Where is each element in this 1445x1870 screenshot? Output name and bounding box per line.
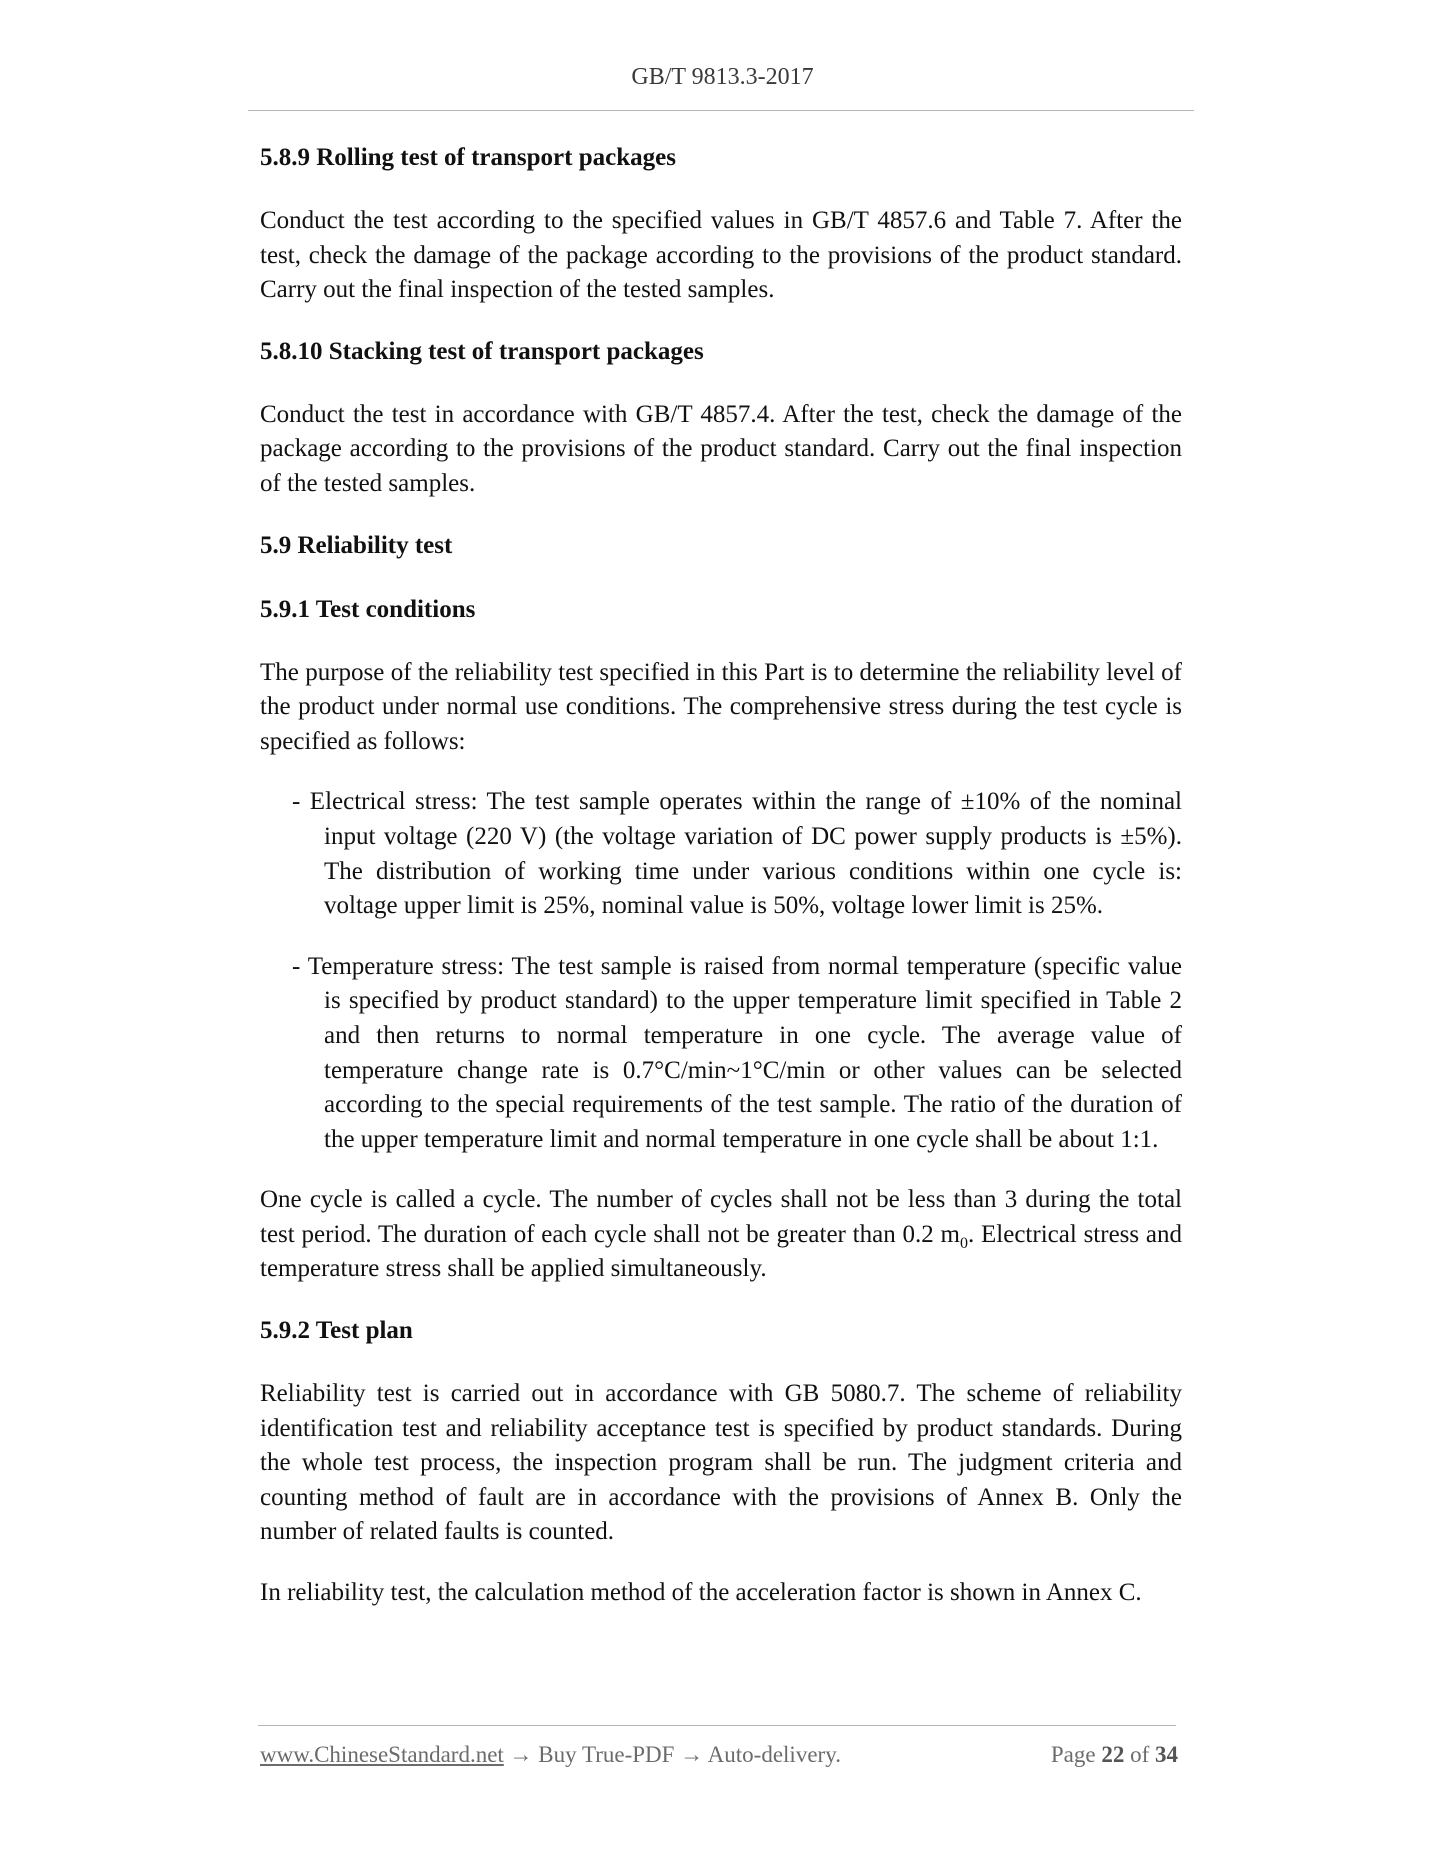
- page-number: [1051, 1742, 1178, 1768]
- section-heading-5-8-9: 5.8.9 Rolling test of transport packages: [260, 144, 676, 171]
- arrow-right-icon: →: [509, 1742, 533, 1767]
- footer-divider: [258, 1725, 1176, 1726]
- section-paragraph-5-8-10: Conduct the test in accordance with GB/T 4857.4. After the test, check the damage of the package according to the provisions of the product standard. Carry out the final inspection of the tested samples.: [260, 400, 1182, 497]
- cycle-text-b: . Electrical stress and temperature stress shall be applied simultaneously.: [260, 1220, 1182, 1283]
- cycle-subscript: 0: [959, 1234, 968, 1252]
- arrow-right-icon: →: [680, 1742, 704, 1767]
- list-item-temperature-stress: - Temperature stress: The test sample is raised from normal temperature (specific value is specified by product standard) to the upper temperature limit specified in Table 2 and then returns to normal temperature in one cycle. The average value of temperature change rate is 0.7°C/min~1°C/min or other values can be selected according to the special requirements of the test sample. The ratio of the duration of the upper temperature limit and normal temperature in one cycle shall be about 1:1.: [292, 952, 1182, 1153]
- header-divider: [248, 110, 1194, 111]
- page-body: [260, 140, 1182, 1637]
- footer-delivery-text: Auto-delivery.: [707, 1742, 841, 1767]
- section-paragraph-5-8-9: Conduct the test according to the specified values in GB/T 4857.6 and Table 7. After the test, check the damage of the package according to the provisions of the product standard. Carry out the final inspection of the tested samples.: [260, 207, 1182, 304]
- footer-promo: [260, 1742, 841, 1768]
- current-page: 22: [1101, 1742, 1125, 1767]
- of-label: of: [1130, 1742, 1150, 1767]
- section-paragraph-5-9-1-intro: The purpose of the reliability test specified in this Part is to determine the reliability level of the product under normal use conditions. The comprehensive stress during the test cycle is specified as follows:: [260, 658, 1182, 755]
- running-header: GB/T 9813.3-2017: [631, 64, 814, 90]
- page-footer: [260, 1742, 1178, 1774]
- cycle-text-a: One cycle is called a cycle. The number of cycles shall not be less than 3 during the total test period. The duration of each cycle shall not be greater than 0.2 m: [260, 1186, 1182, 1248]
- list-item-electrical-stress: - Electrical stress: The test sample operates within the range of ±10% of the nominal input voltage (220 V) (the voltage variation of DC power supply products is ±5%). The distribution of working time under various conditions within one cycle is: voltage upper limit is 25%, nominal value is 50%, voltage lower limit is 25%.: [292, 788, 1182, 920]
- section-heading-5-9-1: 5.9.1 Test conditions: [260, 595, 476, 623]
- section-paragraph-5-9-2-plan: Reliability test is carried out in accordance with GB 5080.7. The scheme of reliability identification test and reliability acceptance test is specified by product standards. During the whole test process, the inspection program shall be run. The judgment criteria and counting method of fault are in accordance with the provisions of Annex B. Only the number of related faults is counted.: [260, 1380, 1182, 1546]
- section-heading-5-9: 5.9 Reliability test: [260, 531, 453, 559]
- section-paragraph-5-9-1-cycle: [260, 1183, 1182, 1287]
- section-heading-5-9-2: 5.9.2 Test plan: [260, 1317, 413, 1345]
- total-pages: 34: [1155, 1742, 1178, 1767]
- page-label: Page: [1050, 1742, 1096, 1767]
- chinesestandard-link[interactable]: www.ChineseStandard.net: [260, 1742, 504, 1767]
- section-heading-5-8-10: 5.8.10 Stacking test of transport packages: [260, 337, 704, 365]
- section-paragraph-5-9-2-acceleration: In reliability test, the calculation method of the acceleration factor is shown in Annex C.: [260, 1579, 1142, 1607]
- footer-buy-text: Buy True-PDF: [538, 1742, 675, 1767]
